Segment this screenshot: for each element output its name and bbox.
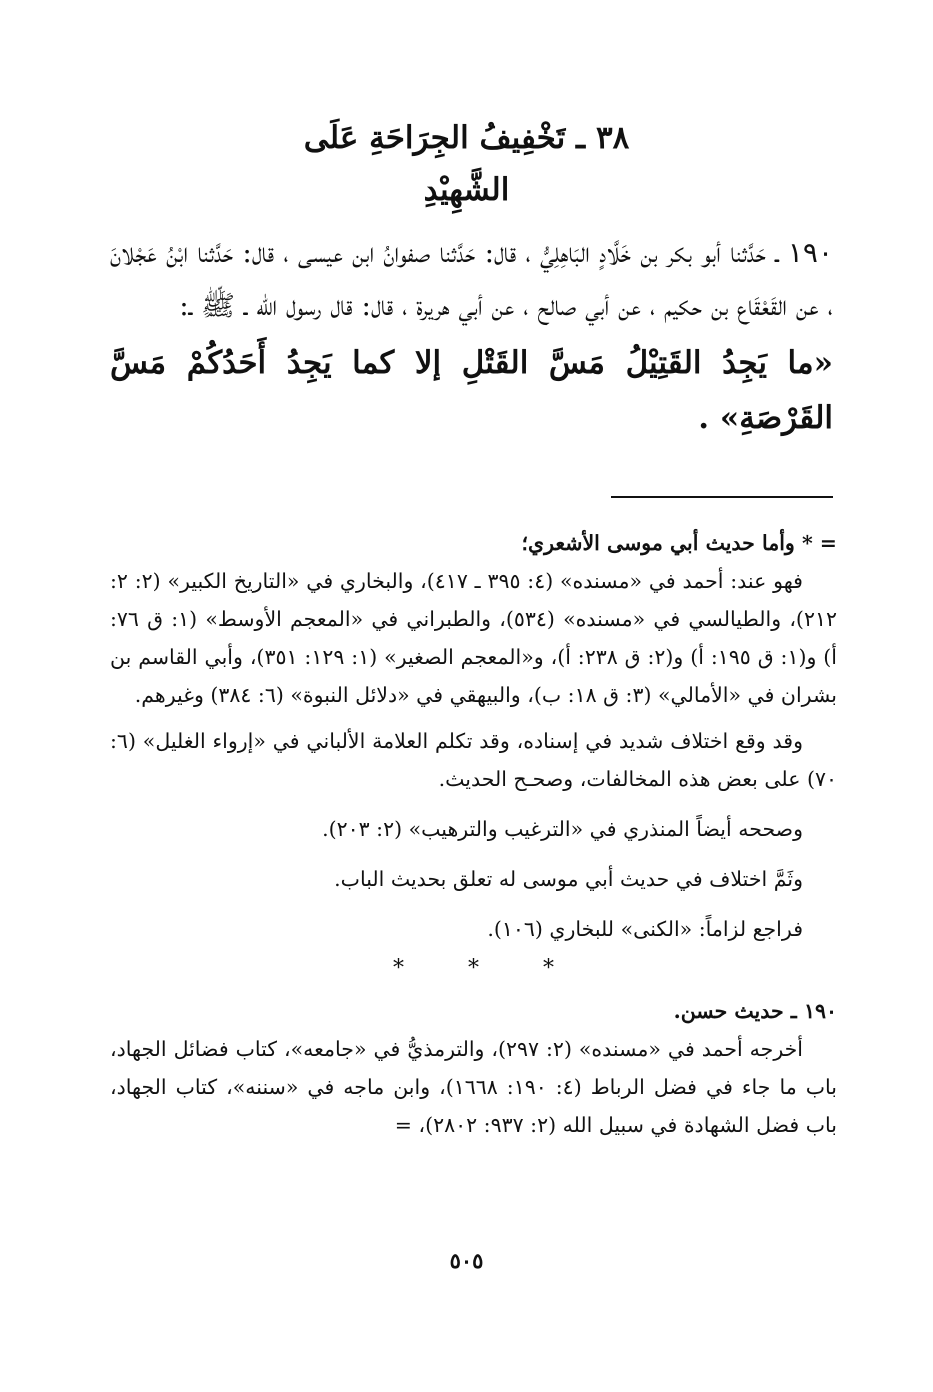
refer-note: فراجع لزاماً: «الكنى» للبخاري (١٠٦). bbox=[487, 917, 803, 941]
abu-musa-sources: فهو عند: أحمد في «مسنده» (٤: ٣٩٥ ـ ٤١٧)، والبخاري في «التاريخ الكبير» (٢: ٢: ٢١٢)، والطيالسي في «مسنده» (٥٣٤)، والطبراني في «المعجم الأوسط» (١: ق ٧٦: أ) و(١: ق ١٩٥: أ) و(٢: ق ٢٣٨: أ)، و«المعجم الصغير» (١: ١٢٩: ٣٥١)، وأبي القاسم بن بشران في «الأمالي» (٣: ق ١٨: ب)، والبيهقي في «دلائل النبوة» (٦: ٣٨٤) وغيرهم. bbox=[110, 569, 837, 707]
footnotes bbox=[110, 524, 837, 1144]
hadith-isnad: ١٩٠ ـ حَدَّثنا أبو بكر بن خَلَّادٍ البَاهِلِيُّ ، قال: حَدَّثنا صفوانُ ابن عيسى ، قال: حَدَّثنا ابْنُ عَجْلانَ ، عن القَعْقَاع بن حكيم ، عن أبي صالح ، عن أبي هريرة ، قال: قال رسول الله ـ ﷺ ـ: bbox=[110, 236, 833, 322]
mundhiri-note: وصححه أيضاً المنذري في «الترغيب والترهيب» (٢: ٢٠٣). bbox=[322, 817, 803, 841]
chapter-title bbox=[100, 112, 833, 216]
hadith-190-heading: ١٩٠ ـ حديث حسن. bbox=[673, 999, 837, 1023]
another-disagreement-note: وثَمَّ اختلاف في حديث أبي موسى له تعلق بحديث الباب. bbox=[334, 867, 803, 891]
separator-star: * bbox=[543, 956, 554, 981]
chapter-title-line-2: الشَّهِيْدِ bbox=[423, 172, 510, 208]
disagreement-note: وقد وقع اختلاف شديد في إسناده، وقد تكلم العلامة الألباني في «إرواء الغليل» (٦: ٧٠) على بعض هذه المخالفات، وصحـح الحديث. bbox=[110, 729, 837, 791]
section-separator bbox=[110, 952, 837, 986]
abu-musa-heading: = * وأما حديث أبي موسى الأشعري؛ bbox=[521, 531, 837, 555]
separator-star: * bbox=[393, 956, 404, 981]
hadith-190-takhrij: أخرجه أحمد في «مسنده» (٢: ٢٩٧)، والترمذيُّ في «جامعه»، كتاب فضائل الجهاد، باب ما جاء في فضل الرباط (٤: ١٩٠: ١٦٦٨)، وابن ماجه في «سننه»، كتاب الجهاد، باب فضل الشهادة في سبيل الله (٢: ٩٣٧: ٢٨٠٢)، = bbox=[110, 1037, 837, 1137]
separator-star: * bbox=[468, 956, 479, 981]
chapter-title-line-1: ٣٨ ـ تَخْفِيفُ الجِرَاحَةِ عَلَى bbox=[303, 120, 630, 156]
hadith-text: «ما يَجِدُ القَتِيْلُ مَسَّ القَتْلِ إلا كما يَجِدُ أَحَدُكُمْ مَسَّ القَرْصَةِ» . bbox=[110, 345, 833, 436]
footnote-divider bbox=[611, 496, 833, 498]
hadith-body bbox=[110, 226, 833, 446]
page-number: ٥٠٥ bbox=[449, 1248, 484, 1273]
